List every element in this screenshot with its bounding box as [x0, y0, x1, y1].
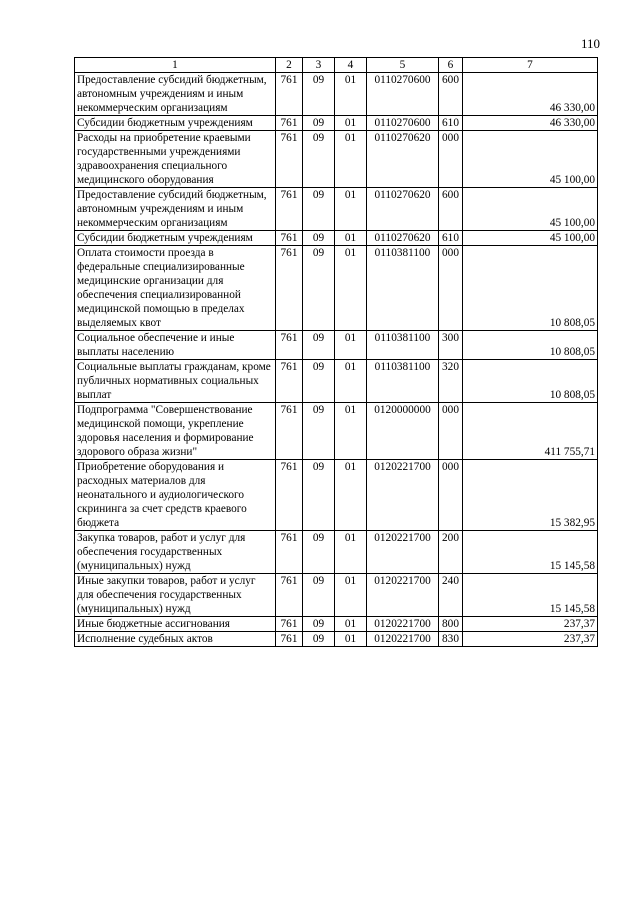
row-code-col5: 0110381100 — [367, 331, 439, 360]
row-code-col3: 09 — [303, 73, 335, 116]
row-name-cell: Субсидии бюджетным учреждениям — [75, 116, 276, 131]
row-code-col4: 01 — [335, 116, 367, 131]
row-code-col2: 761 — [276, 360, 303, 403]
row-name-cell: Оплата стоимости проезда в федеральные специализированные медицинские организации для обеспечения специализированной медицинской помощью в пределах выделяемых квот — [75, 246, 276, 331]
row-code-col5: 0110270600 — [367, 116, 439, 131]
header-cell-5: 5 — [367, 58, 439, 73]
row-code-col2: 761 — [276, 231, 303, 246]
row-code-col5: 0110270620 — [367, 231, 439, 246]
row-name-cell: Иные бюджетные ассигнования — [75, 617, 276, 632]
table-row — [75, 460, 598, 531]
row-code-col3: 09 — [303, 331, 335, 360]
row-code-col2: 761 — [276, 460, 303, 531]
row-amount-cell: 45 100,00 — [463, 188, 598, 231]
row-code-col4: 01 — [335, 574, 367, 617]
row-code-col6: 610 — [439, 231, 463, 246]
row-name-cell: Предоставление субсидий бюджетным, автономным учреждениям и иным некоммерческим организациям — [75, 188, 276, 231]
row-amount-cell: 237,37 — [463, 617, 598, 632]
row-code-col5: 0110270600 — [367, 73, 439, 116]
row-name-cell: Подпрограмма "Совершенствование медицинской помощи, укрепление здоровья населения и формирование здорового образа жизни" — [75, 403, 276, 460]
row-name-cell: Иные закупки товаров, работ и услуг для обеспечения государственных (муниципальных) нужд — [75, 574, 276, 617]
row-code-col3: 09 — [303, 531, 335, 574]
row-name-cell: Расходы на приобретение краевыми государственными учреждениями здравоохранения специального медицинского оборудования — [75, 131, 276, 188]
header-cell-1: 1 — [75, 58, 276, 73]
row-name-cell: Приобретение оборудования и расходных материалов для неонатального и аудиологического скрининга за счет средств краевого бюджета — [75, 460, 276, 531]
row-code-col5: 0110381100 — [367, 360, 439, 403]
table-row — [75, 231, 598, 246]
row-code-col3: 09 — [303, 188, 335, 231]
row-code-col6: 300 — [439, 331, 463, 360]
table-row — [75, 617, 598, 632]
row-code-col5: 0110270620 — [367, 188, 439, 231]
row-amount-cell: 46 330,00 — [463, 116, 598, 131]
row-amount-cell: 411 755,71 — [463, 403, 598, 460]
row-amount-cell: 46 330,00 — [463, 73, 598, 116]
row-code-col3: 09 — [303, 231, 335, 246]
row-name-cell: Предоставление субсидий бюджетным, автономным учреждениям и иным некоммерческим организациям — [75, 73, 276, 116]
table-row — [75, 403, 598, 460]
row-amount-cell: 10 808,05 — [463, 331, 598, 360]
header-cell-3: 3 — [303, 58, 335, 73]
row-code-col5: 0120000000 — [367, 403, 439, 460]
row-amount-cell: 237,37 — [463, 632, 598, 647]
row-code-col2: 761 — [276, 188, 303, 231]
row-code-col3: 09 — [303, 360, 335, 403]
page-number: 110 — [580, 36, 600, 51]
row-code-col4: 01 — [335, 403, 367, 460]
header-cell-4: 4 — [335, 58, 367, 73]
row-code-col6: 320 — [439, 360, 463, 403]
budget-table — [74, 57, 598, 647]
row-code-col3: 09 — [303, 131, 335, 188]
row-amount-cell: 45 100,00 — [463, 231, 598, 246]
row-code-col6: 600 — [439, 73, 463, 116]
row-code-col5: 0120221700 — [367, 460, 439, 531]
row-name-cell: Социальные выплаты гражданам, кроме публичных нормативных социальных выплат — [75, 360, 276, 403]
row-code-col2: 761 — [276, 632, 303, 647]
row-code-col3: 09 — [303, 574, 335, 617]
row-code-col5: 0110270620 — [367, 131, 439, 188]
row-code-col5: 0120221700 — [367, 574, 439, 617]
row-code-col2: 761 — [276, 116, 303, 131]
row-code-col4: 01 — [335, 231, 367, 246]
row-code-col6: 610 — [439, 116, 463, 131]
row-code-col6: 600 — [439, 188, 463, 231]
row-code-col3: 09 — [303, 632, 335, 647]
row-amount-cell: 15 145,58 — [463, 574, 598, 617]
row-code-col4: 01 — [335, 617, 367, 632]
row-amount-cell: 10 808,05 — [463, 360, 598, 403]
row-code-col4: 01 — [335, 131, 367, 188]
header-cell-6: 6 — [439, 58, 463, 73]
row-amount-cell: 15 382,95 — [463, 460, 598, 531]
row-code-col5: 0120221700 — [367, 632, 439, 647]
row-code-col4: 01 — [335, 360, 367, 403]
row-code-col4: 01 — [335, 246, 367, 331]
table-row — [75, 131, 598, 188]
row-code-col2: 761 — [276, 574, 303, 617]
row-code-col3: 09 — [303, 403, 335, 460]
row-amount-cell: 10 808,05 — [463, 246, 598, 331]
row-code-col4: 01 — [335, 632, 367, 647]
row-code-col3: 09 — [303, 617, 335, 632]
row-name-cell: Закупка товаров, работ и услуг для обеспечения государственных (муниципальных) нужд — [75, 531, 276, 574]
table-row — [75, 632, 598, 647]
row-amount-cell: 15 145,58 — [463, 531, 598, 574]
row-code-col2: 761 — [276, 131, 303, 188]
row-code-col4: 01 — [335, 531, 367, 574]
row-name-cell: Исполнение судебных актов — [75, 632, 276, 647]
row-code-col6: 000 — [439, 460, 463, 531]
row-name-cell: Субсидии бюджетным учреждениям — [75, 231, 276, 246]
row-code-col6: 830 — [439, 632, 463, 647]
row-amount-cell: 45 100,00 — [463, 131, 598, 188]
table-row — [75, 331, 598, 360]
row-code-col3: 09 — [303, 460, 335, 531]
header-cell-7: 7 — [463, 58, 598, 73]
row-code-col2: 761 — [276, 331, 303, 360]
row-code-col5: 0120221700 — [367, 531, 439, 574]
row-code-col6: 000 — [439, 131, 463, 188]
row-code-col6: 000 — [439, 403, 463, 460]
row-code-col2: 761 — [276, 403, 303, 460]
table-row — [75, 116, 598, 131]
table-row — [75, 246, 598, 331]
table-row — [75, 188, 598, 231]
row-code-col3: 09 — [303, 246, 335, 331]
row-code-col6: 200 — [439, 531, 463, 574]
header-row — [75, 58, 598, 73]
row-code-col4: 01 — [335, 188, 367, 231]
table-row — [75, 531, 598, 574]
row-code-col5: 0120221700 — [367, 617, 439, 632]
table-row — [75, 73, 598, 116]
row-name-cell: Социальное обеспечение и иные выплаты населению — [75, 331, 276, 360]
table-row — [75, 574, 598, 617]
row-code-col6: 240 — [439, 574, 463, 617]
row-code-col6: 000 — [439, 246, 463, 331]
row-code-col4: 01 — [335, 331, 367, 360]
row-code-col4: 01 — [335, 73, 367, 116]
row-code-col5: 0110381100 — [367, 246, 439, 331]
header-cell-2: 2 — [276, 58, 303, 73]
row-code-col6: 800 — [439, 617, 463, 632]
row-code-col2: 761 — [276, 531, 303, 574]
row-code-col2: 761 — [276, 246, 303, 331]
row-code-col3: 09 — [303, 116, 335, 131]
row-code-col4: 01 — [335, 460, 367, 531]
row-code-col2: 761 — [276, 617, 303, 632]
table-row — [75, 360, 598, 403]
row-code-col2: 761 — [276, 73, 303, 116]
